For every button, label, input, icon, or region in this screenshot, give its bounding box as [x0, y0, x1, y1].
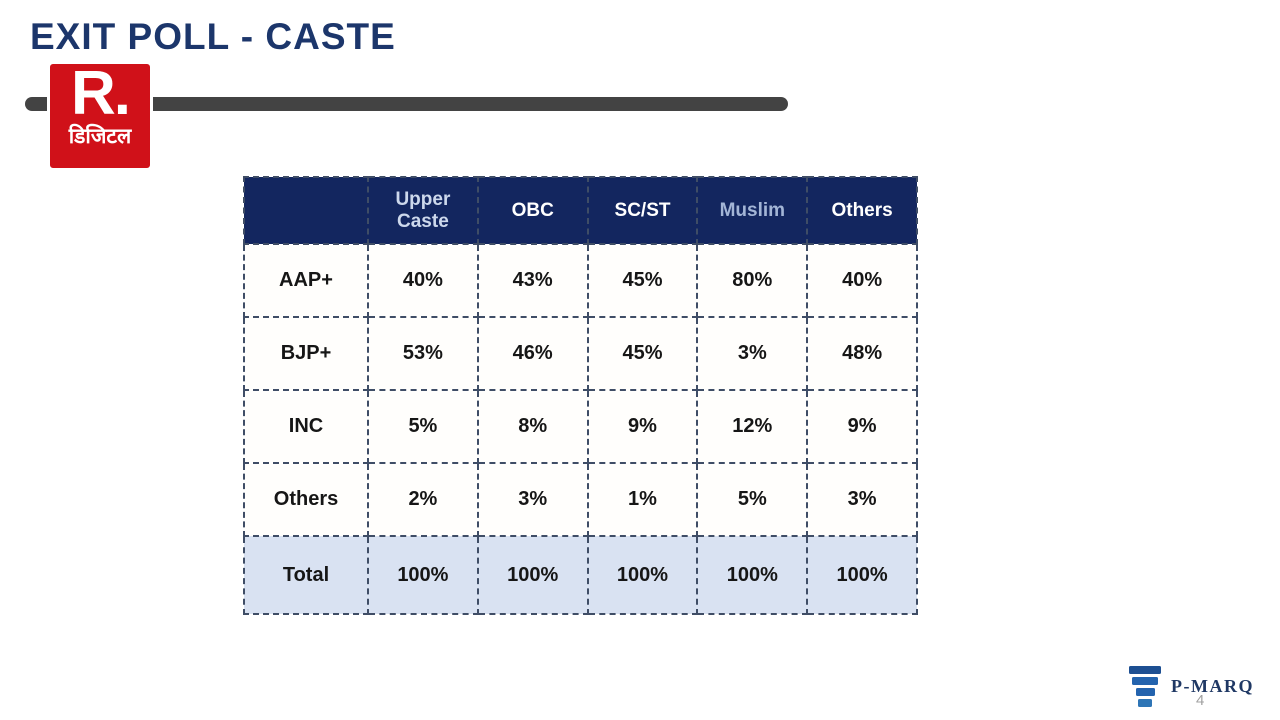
cell-aap-muslim: 80%	[697, 244, 807, 317]
p-marq-funnel-icon	[1128, 666, 1162, 707]
column-header-muslim: Muslim	[697, 177, 807, 244]
cell-aap-sc-st: 45%	[588, 244, 698, 317]
republic-digital-logo	[47, 61, 153, 171]
cell-inc-sc-st: 9%	[588, 390, 698, 463]
cell-total-upper-caste: 100%	[368, 536, 478, 614]
logo-letter: R.	[71, 59, 129, 128]
column-header-obc: OBC	[478, 177, 588, 244]
page-number: 4	[1196, 692, 1205, 709]
cell-aap-others: 40%	[807, 244, 917, 317]
cell-aap-upper-caste: 40%	[368, 244, 478, 317]
column-header-others: Others	[807, 177, 917, 244]
table-body	[244, 244, 917, 614]
cell-total-muslim: 100%	[697, 536, 807, 614]
column-header-sc-st: SC/ST	[588, 177, 698, 244]
row-label-inc: INC	[244, 390, 368, 463]
cell-bjp-others: 48%	[807, 317, 917, 390]
cell-bjp-obc: 46%	[478, 317, 588, 390]
cell-others-sc-st: 1%	[588, 463, 698, 536]
row-label-aap: AAP+	[244, 244, 368, 317]
cell-others-others: 3%	[807, 463, 917, 536]
table-corner-cell	[244, 177, 368, 244]
table-row-bjp	[244, 317, 917, 390]
cell-inc-obc: 8%	[478, 390, 588, 463]
row-label-others: Others	[244, 463, 368, 536]
table-row-total	[244, 536, 917, 614]
exit-poll-table	[243, 176, 918, 615]
data-table	[243, 176, 918, 615]
row-label-total: Total	[244, 536, 368, 614]
cell-inc-muslim: 12%	[697, 390, 807, 463]
row-label-bjp: BJP+	[244, 317, 368, 390]
cell-bjp-sc-st: 45%	[588, 317, 698, 390]
table-header-row	[244, 177, 917, 244]
table-row-inc	[244, 390, 917, 463]
cell-inc-upper-caste: 5%	[368, 390, 478, 463]
table-row-aap	[244, 244, 917, 317]
cell-bjp-muslim: 3%	[697, 317, 807, 390]
table-row-others	[244, 463, 917, 536]
cell-others-obc: 3%	[478, 463, 588, 536]
page-title: EXIT POLL - CASTE	[30, 16, 396, 57]
p-marq-wordmark: P-MARQ	[1171, 676, 1254, 696]
cell-total-others: 100%	[807, 536, 917, 614]
column-header-upper-caste: Upper Caste	[368, 177, 478, 244]
cell-others-muslim: 5%	[697, 463, 807, 536]
logo-subtext: डिजिटल	[68, 125, 132, 149]
cell-others-upper-caste: 2%	[368, 463, 478, 536]
cell-total-sc-st: 100%	[588, 536, 698, 614]
cell-aap-obc: 43%	[478, 244, 588, 317]
cell-inc-others: 9%	[807, 390, 917, 463]
cell-bjp-upper-caste: 53%	[368, 317, 478, 390]
cell-total-obc: 100%	[478, 536, 588, 614]
p-marq-brand	[1128, 666, 1254, 707]
